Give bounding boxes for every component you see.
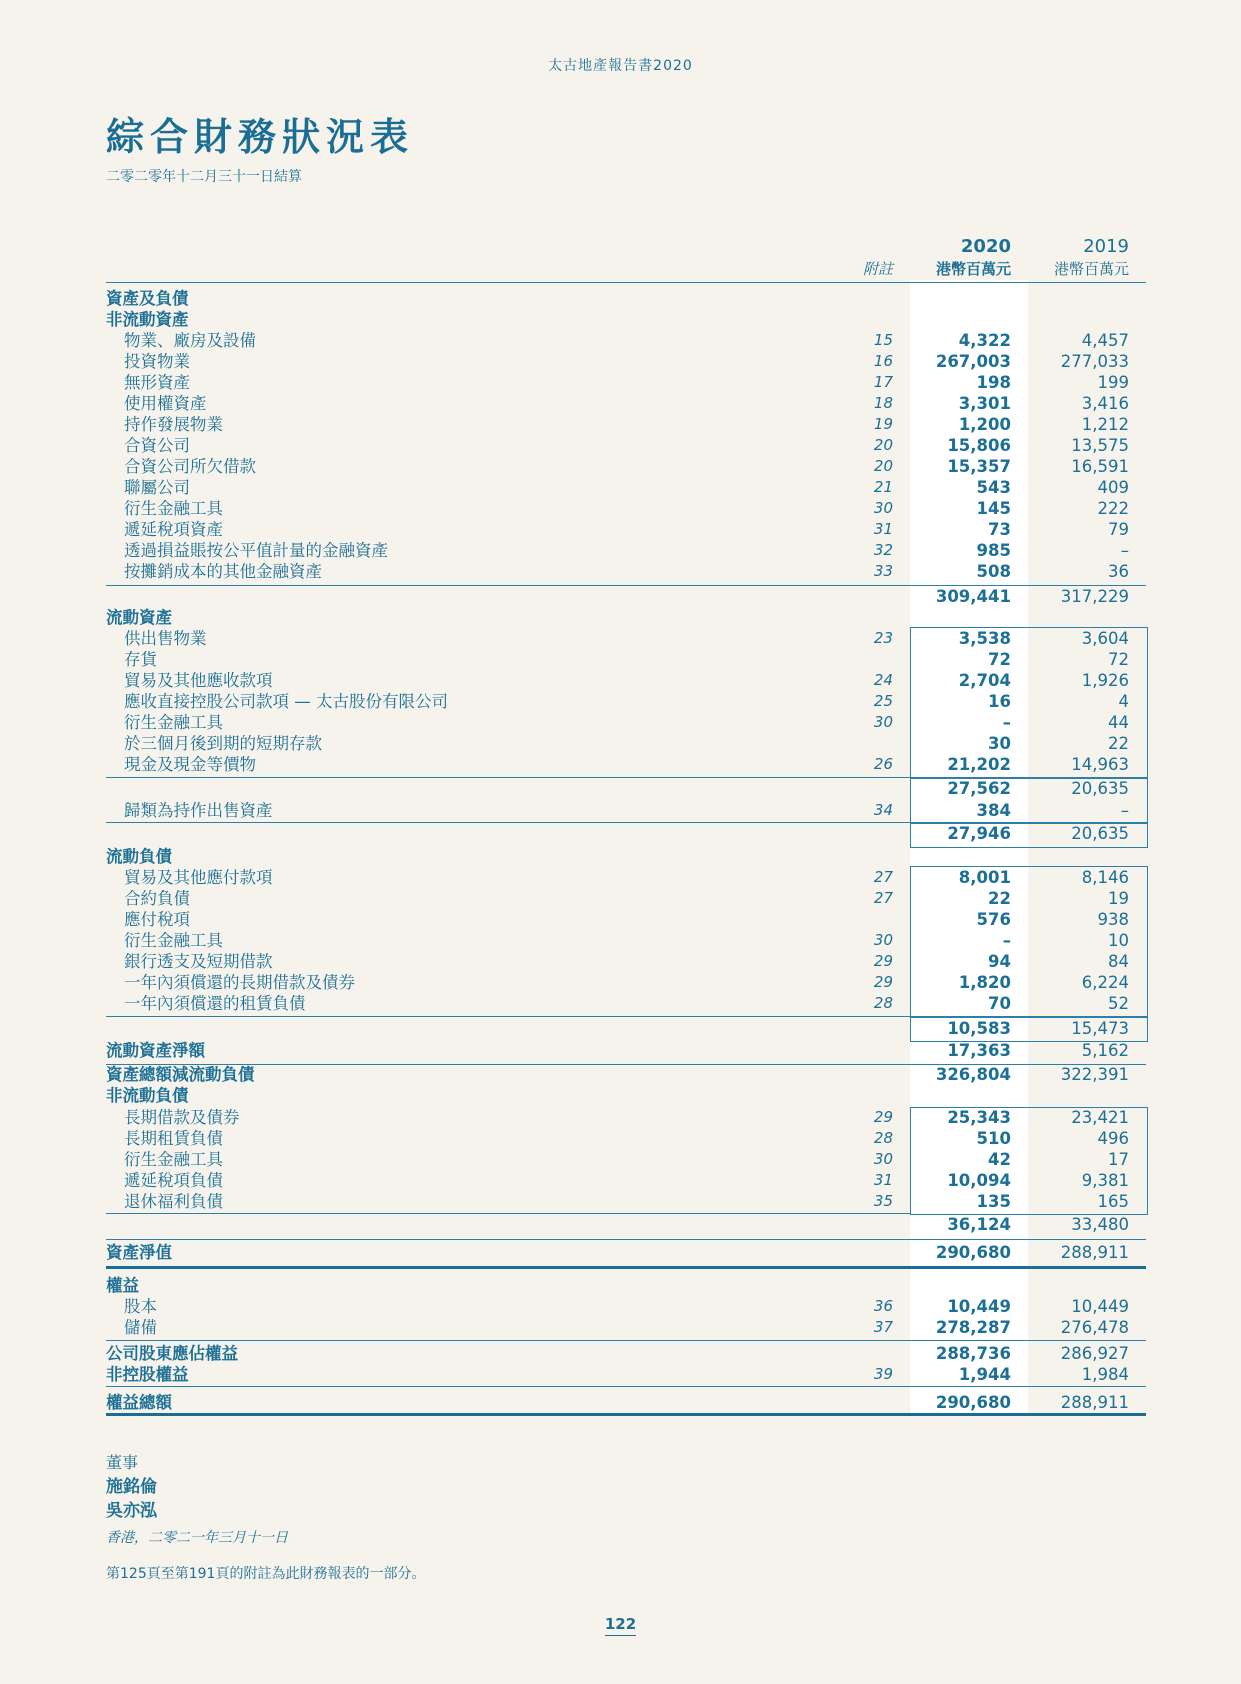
row-note: 25 [873, 692, 893, 710]
value-2020: 543 [976, 478, 1011, 497]
value-2019: 165 [1097, 1192, 1129, 1211]
row-label: 貿易及其他應收款項 [124, 671, 273, 690]
row-note: 27 [873, 868, 893, 886]
value-2019: 1,926 [1081, 671, 1129, 690]
value-2019: 409 [1097, 478, 1129, 497]
value-2019: 286,927 [1060, 1344, 1129, 1363]
value-2019: 4,457 [1081, 331, 1129, 350]
row-label: 供出售物業 [124, 629, 207, 648]
row-label: 資產及負債 [106, 289, 189, 308]
value-2020: 25,343 [947, 1108, 1011, 1127]
table-row [106, 1040, 1146, 1061]
table-row [106, 351, 1146, 372]
value-2019: 20,635 [1071, 824, 1129, 843]
value-2019: 20,635 [1071, 779, 1129, 798]
table-row [106, 540, 1146, 561]
value-2020: 21,202 [947, 755, 1011, 774]
row-note: 17 [873, 373, 893, 391]
row-note: 29 [873, 1108, 893, 1126]
row-note: 35 [873, 1192, 893, 1210]
column-header-year-current: 2020 [960, 236, 1011, 257]
value-2019: 1,984 [1081, 1365, 1129, 1384]
row-note: 24 [873, 671, 893, 689]
table-row [106, 498, 1146, 519]
row-label: 銀行透支及短期借款 [124, 952, 273, 971]
row-label: 流動資產 [106, 608, 172, 627]
header-rule [106, 282, 1146, 283]
row-label: 長期租賃負債 [124, 1129, 223, 1148]
row-note: 26 [873, 755, 893, 773]
value-2020: 1,200 [958, 415, 1011, 434]
row-label: 於三個月後到期的短期存款 [124, 734, 322, 753]
value-2019: 496 [1097, 1129, 1129, 1148]
row-label: 現金及現金等價物 [124, 755, 256, 774]
value-2019: 222 [1097, 499, 1129, 518]
row-label: 合約負債 [124, 889, 190, 908]
value-2019: 10 [1108, 931, 1129, 950]
value-2019: 15,473 [1071, 1019, 1129, 1038]
place-date: 香港，二零二一年三月十一日 [106, 1530, 288, 1546]
row-note: 31 [873, 1171, 893, 1189]
row-label: 透過損益賬按公平值計量的金融資產 [124, 541, 388, 560]
value-2019: 19 [1108, 889, 1129, 908]
value-2020: 8,001 [958, 868, 1011, 887]
value-2020: 3,301 [958, 394, 1011, 413]
value-2019: 14,963 [1071, 755, 1129, 774]
value-2020: 16 [988, 692, 1011, 711]
value-2020: 510 [976, 1129, 1011, 1148]
value-2020: 72 [988, 650, 1011, 669]
value-2019: 288,911 [1060, 1393, 1129, 1412]
row-label: 按攤銷成本的其他金融資產 [124, 562, 322, 581]
row-note: 15 [873, 331, 893, 349]
table-row [106, 1128, 1146, 1149]
value-2020: 27,562 [947, 779, 1011, 798]
value-2020: 15,357 [947, 457, 1011, 476]
column-header-unit-current: 港幣百萬元 [935, 260, 1011, 278]
value-2019: 199 [1097, 373, 1129, 392]
row-label: 貿易及其他應付款項 [124, 868, 273, 887]
value-2019: 72 [1108, 650, 1129, 669]
table-row [106, 393, 1146, 414]
value-2020: 576 [976, 910, 1011, 929]
value-2020: 73 [988, 520, 1011, 539]
table-row [106, 435, 1146, 456]
row-note: 16 [873, 352, 893, 370]
footer-note: 第125頁至第191頁的附註為此財務報表的一部分。 [106, 1566, 426, 1582]
value-2019: 13,575 [1071, 436, 1129, 455]
table-row [106, 733, 1146, 754]
page-subtitle: 二零二零年十二月三十一日結算 [106, 169, 302, 185]
table-row [106, 930, 1146, 951]
page-number-text: 122 [605, 1615, 636, 1636]
row-label: 衍生金融工具 [124, 1150, 223, 1169]
table-row [106, 909, 1146, 930]
rule-current-liabilities [106, 1016, 910, 1017]
row-note: 23 [873, 629, 893, 647]
column-header-note: 附註 [862, 260, 893, 278]
row-note: 19 [873, 415, 893, 433]
value-2020: 30 [988, 734, 1011, 753]
value-2019: 322,391 [1060, 1065, 1129, 1084]
table-row [106, 670, 1146, 691]
subtotal-row [106, 823, 1146, 844]
row-note: 28 [873, 994, 893, 1012]
table-row [106, 712, 1146, 733]
value-2020: 326,804 [935, 1065, 1011, 1084]
row-note: 18 [873, 394, 893, 412]
value-2020: 94 [988, 952, 1011, 971]
value-2019: 938 [1097, 910, 1129, 929]
value-2019: 22 [1108, 734, 1129, 753]
value-2020: 145 [976, 499, 1011, 518]
subtotal-row [106, 778, 1146, 799]
table-row [106, 951, 1146, 972]
rule-net-assets-bottom [106, 1266, 1146, 1269]
row-note: 33 [873, 562, 893, 580]
value-2019: 276,478 [1060, 1318, 1129, 1337]
row-label: 合資公司 [124, 436, 190, 455]
table-row [106, 477, 1146, 498]
table-row [106, 1064, 1146, 1085]
table-row [106, 456, 1146, 477]
value-2020: 10,449 [947, 1297, 1011, 1316]
value-2020: 508 [976, 562, 1011, 581]
row-label: 衍生金融工具 [124, 499, 223, 518]
section-heading [106, 309, 1146, 330]
row-note: 37 [873, 1318, 893, 1336]
row-label: 權益總額 [106, 1393, 172, 1412]
value-2019: 44 [1108, 713, 1129, 732]
row-label: 一年內須償還的租賃負債 [124, 994, 306, 1013]
subtotal-row [106, 1214, 1146, 1235]
row-label: 合資公司所欠借款 [124, 457, 256, 476]
value-2019: 16,591 [1071, 457, 1129, 476]
table-row [106, 1149, 1146, 1170]
table-row [106, 691, 1146, 712]
row-note: 30 [873, 1150, 893, 1168]
row-note: 28 [873, 1129, 893, 1147]
rule-equity [106, 1340, 1146, 1341]
page-number [0, 1615, 1241, 1633]
row-label: 非流動資產 [106, 310, 189, 329]
row-note: 20 [873, 436, 893, 454]
row-label: 應付稅項 [124, 910, 190, 929]
column-header-unit-prior: 港幣百萬元 [1053, 260, 1129, 278]
section-heading [106, 288, 1146, 309]
signature-role: 董事 [106, 1453, 139, 1472]
row-note: 20 [873, 457, 893, 475]
value-2020: 135 [976, 1192, 1011, 1211]
value-2020: 15,806 [947, 436, 1011, 455]
value-2020: 10,583 [947, 1019, 1011, 1038]
row-label: 遞延稅項負債 [124, 1171, 223, 1190]
value-2020: 42 [988, 1150, 1011, 1169]
value-2020: 198 [976, 373, 1011, 392]
rule-net-assets-top [106, 1239, 1146, 1240]
table-row [106, 1170, 1146, 1191]
table-row [106, 800, 1146, 821]
table-row [106, 1296, 1146, 1317]
row-label: 應收直接控股公司款項 — 太古股份有限公司 [124, 692, 448, 711]
value-2020: – [1002, 713, 1011, 732]
row-label: 投資物業 [124, 352, 190, 371]
table-row [106, 414, 1146, 435]
table-row [106, 888, 1146, 909]
row-label: 流動資產淨額 [106, 1041, 205, 1060]
table-row [106, 1191, 1146, 1212]
value-2019: 3,416 [1081, 394, 1129, 413]
value-2020: 290,680 [935, 1243, 1011, 1262]
value-2020: – [1002, 931, 1011, 950]
row-label: 公司股東應佔權益 [106, 1344, 238, 1363]
value-2019: 4 [1118, 692, 1129, 711]
row-label: 持作發展物業 [124, 415, 223, 434]
row-label: 聯屬公司 [124, 478, 190, 497]
table-row [106, 519, 1146, 540]
table-row [106, 561, 1146, 582]
table-row [106, 1343, 1146, 1364]
row-note: 30 [873, 713, 893, 731]
director-name-2: 吳亦泓 [106, 1501, 157, 1521]
table-row [106, 1107, 1146, 1128]
table-row [106, 330, 1146, 351]
table-row [106, 649, 1146, 670]
row-label: 一年內須償還的長期借款及債券 [124, 973, 355, 992]
value-2020: 309,441 [935, 587, 1011, 606]
value-2019: 52 [1108, 994, 1129, 1013]
rule-equity-total-top [106, 1386, 1146, 1387]
row-note: 34 [873, 801, 893, 819]
value-2019: – [1120, 541, 1129, 560]
value-2019: 84 [1108, 952, 1129, 971]
row-label: 存貨 [124, 650, 157, 669]
row-note: 27 [873, 889, 893, 907]
row-note: 30 [873, 499, 893, 517]
value-2019: 1,212 [1081, 415, 1129, 434]
row-label: 使用權資產 [124, 394, 207, 413]
value-2020: 985 [976, 541, 1011, 560]
value-2019: 79 [1108, 520, 1129, 539]
value-2019: 288,911 [1060, 1243, 1129, 1262]
value-2020: 17,363 [947, 1041, 1011, 1060]
section-heading [106, 846, 1146, 867]
row-note: 31 [873, 520, 893, 538]
value-2020: 36,124 [947, 1215, 1011, 1234]
table-row [106, 1242, 1146, 1263]
value-2020: 4,322 [958, 331, 1011, 350]
value-2020: 384 [976, 801, 1011, 820]
section-heading [106, 607, 1146, 628]
row-label: 流動負債 [106, 847, 172, 866]
value-2019: 10,449 [1071, 1297, 1129, 1316]
value-2019: 6,224 [1081, 973, 1129, 992]
row-label: 歸類為持作出售資產 [124, 801, 273, 820]
row-note: 29 [873, 952, 893, 970]
row-label: 權益 [106, 1276, 139, 1295]
page-title: 綜合財務狀況表 [106, 115, 415, 159]
row-label: 儲備 [124, 1318, 157, 1337]
row-label: 非控股權益 [106, 1365, 189, 1384]
value-2019: 23,421 [1071, 1108, 1129, 1127]
value-2020: 10,094 [947, 1171, 1011, 1190]
value-2020: 267,003 [935, 352, 1011, 371]
table-row [106, 972, 1146, 993]
section-heading [106, 1085, 1146, 1106]
section-heading [106, 1275, 1146, 1296]
row-label: 資產總額減流動負債 [106, 1065, 255, 1084]
value-2019: 33,480 [1071, 1215, 1129, 1234]
value-2020: 1,944 [958, 1365, 1011, 1384]
table-row [106, 1364, 1146, 1385]
value-2019: 17 [1108, 1150, 1129, 1169]
value-2020: 288,736 [935, 1344, 1011, 1363]
row-label: 退休福利負債 [124, 1192, 223, 1211]
row-note: 36 [873, 1297, 893, 1315]
row-note: 29 [873, 973, 893, 991]
row-label: 衍生金融工具 [124, 713, 223, 732]
value-2020: 2,704 [958, 671, 1011, 690]
value-2020: 22 [988, 889, 1011, 908]
value-2019: 3,604 [1081, 629, 1129, 648]
value-2019: 9,381 [1081, 1171, 1129, 1190]
table-row [106, 867, 1146, 888]
row-note: 32 [873, 541, 893, 559]
subtotal-row [106, 1018, 1146, 1039]
table-row [106, 372, 1146, 393]
row-label: 非流動負債 [106, 1086, 189, 1105]
value-2020: 1,820 [958, 973, 1011, 992]
value-2020: 290,680 [935, 1393, 1011, 1412]
row-note: 39 [873, 1365, 893, 1383]
value-2020: 27,946 [947, 824, 1011, 843]
table-row [106, 754, 1146, 775]
row-note: 30 [873, 931, 893, 949]
column-header-year-prior: 2019 [1083, 236, 1129, 257]
row-label: 股本 [124, 1297, 157, 1316]
value-2019: 8,146 [1081, 868, 1129, 887]
table-row [106, 993, 1146, 1014]
subtotal-row [106, 586, 1146, 607]
value-2020: 278,287 [935, 1318, 1011, 1337]
row-note: 21 [873, 478, 893, 496]
value-2019: – [1120, 801, 1129, 820]
row-label: 長期借款及債券 [124, 1108, 240, 1127]
row-label: 物業、廠房及設備 [124, 331, 256, 350]
value-2019: 5,162 [1081, 1041, 1129, 1060]
value-2019: 36 [1108, 562, 1129, 581]
value-2020: 3,538 [958, 629, 1011, 648]
page-header: 太古地產報告書2020 [548, 58, 693, 74]
row-label: 遞延稅項資產 [124, 520, 223, 539]
table-row [106, 1317, 1146, 1338]
row-label: 衍生金融工具 [124, 931, 223, 950]
rule-equity-total-bottom [106, 1413, 1146, 1416]
value-2020: 70 [988, 994, 1011, 1013]
director-name-1: 施銘倫 [106, 1477, 157, 1497]
table-row [106, 628, 1146, 649]
value-2019: 277,033 [1060, 352, 1129, 371]
value-2019: 317,229 [1060, 587, 1129, 606]
row-label: 資產淨值 [106, 1243, 172, 1262]
table-row [106, 1392, 1146, 1413]
row-label: 無形資產 [124, 373, 190, 392]
